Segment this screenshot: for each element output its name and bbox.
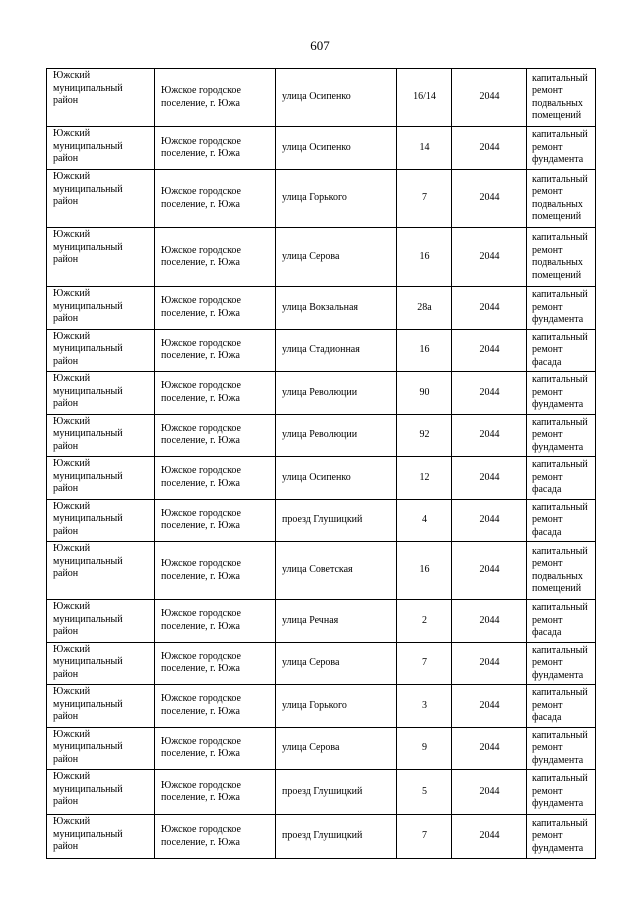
district-cell: Южский муниципальный район bbox=[47, 127, 155, 170]
district-cell: Южский муниципальный район bbox=[47, 727, 155, 770]
house-number-cell: 92 bbox=[397, 414, 452, 457]
work-type-cell: капитальный ремонт фасада bbox=[527, 457, 596, 500]
table-row bbox=[47, 170, 596, 228]
repair-schedule-table bbox=[46, 68, 596, 859]
house-number-cell: 16 bbox=[397, 228, 452, 287]
settlement-cell: Южское городское поселение, г. Южа bbox=[155, 127, 276, 170]
work-type-cell: капитальный ремонт фасада bbox=[527, 685, 596, 728]
district-cell: Южский муниципальный район bbox=[47, 69, 155, 127]
settlement-cell: Южское городское поселение, г. Южа bbox=[155, 600, 276, 643]
table-row bbox=[47, 228, 596, 287]
settlement-cell: Южское городское поселение, г. Южа bbox=[155, 642, 276, 685]
year-cell: 2044 bbox=[452, 127, 527, 170]
settlement-cell: Южское городское поселение, г. Южа bbox=[155, 228, 276, 287]
year-cell: 2044 bbox=[452, 642, 527, 685]
settlement-cell: Южское городское поселение, г. Южа bbox=[155, 414, 276, 457]
work-type-cell: капитальный ремонт фундамента bbox=[527, 642, 596, 685]
work-type-cell: капитальный ремонт фундамента bbox=[527, 770, 596, 815]
district-cell: Южский муниципальный район bbox=[47, 372, 155, 415]
year-cell: 2044 bbox=[452, 457, 527, 500]
table-row bbox=[47, 770, 596, 815]
year-cell: 2044 bbox=[452, 685, 527, 728]
district-cell: Южский муниципальный район bbox=[47, 542, 155, 600]
street-cell: улица Революции bbox=[276, 372, 397, 415]
work-type-cell: капитальный ремонт фундамента bbox=[527, 372, 596, 415]
district-cell: Южский муниципальный район bbox=[47, 329, 155, 372]
table-row bbox=[47, 727, 596, 770]
house-number-cell: 7 bbox=[397, 815, 452, 859]
table-row bbox=[47, 685, 596, 728]
settlement-cell: Южское городское поселение, г. Южа bbox=[155, 170, 276, 228]
house-number-cell: 9 bbox=[397, 727, 452, 770]
table-row bbox=[47, 815, 596, 859]
settlement-cell: Южское городское поселение, г. Южа bbox=[155, 727, 276, 770]
year-cell: 2044 bbox=[452, 287, 527, 330]
table-row bbox=[47, 69, 596, 127]
street-cell: улица Советская bbox=[276, 542, 397, 600]
house-number-cell: 28а bbox=[397, 287, 452, 330]
house-number-cell: 5 bbox=[397, 770, 452, 815]
street-cell: улица Горького bbox=[276, 685, 397, 728]
year-cell: 2044 bbox=[452, 727, 527, 770]
district-cell: Южский муниципальный район bbox=[47, 685, 155, 728]
street-cell: улица Революции bbox=[276, 414, 397, 457]
house-number-cell: 7 bbox=[397, 170, 452, 228]
settlement-cell: Южское городское поселение, г. Южа bbox=[155, 329, 276, 372]
settlement-cell: Южское городское поселение, г. Южа bbox=[155, 457, 276, 500]
house-number-cell: 4 bbox=[397, 499, 452, 542]
house-number-cell: 16 bbox=[397, 329, 452, 372]
district-cell: Южский муниципальный район bbox=[47, 170, 155, 228]
year-cell: 2044 bbox=[452, 600, 527, 643]
house-number-cell: 16/14 bbox=[397, 69, 452, 127]
table-row bbox=[47, 642, 596, 685]
work-type-cell: капитальный ремонт фасада bbox=[527, 600, 596, 643]
work-type-cell: капитальный ремонт подвальных помещений bbox=[527, 170, 596, 228]
settlement-cell: Южское городское поселение, г. Южа bbox=[155, 685, 276, 728]
street-cell: проезд Глушицкий bbox=[276, 815, 397, 859]
year-cell: 2044 bbox=[452, 329, 527, 372]
street-cell: улица Серова bbox=[276, 642, 397, 685]
year-cell: 2044 bbox=[452, 69, 527, 127]
district-cell: Южский муниципальный район bbox=[47, 414, 155, 457]
settlement-cell: Южское городское поселение, г. Южа bbox=[155, 287, 276, 330]
district-cell: Южский муниципальный район bbox=[47, 600, 155, 643]
settlement-cell: Южское городское поселение, г. Южа bbox=[155, 499, 276, 542]
year-cell: 2044 bbox=[452, 414, 527, 457]
table-row bbox=[47, 457, 596, 500]
work-type-cell: капитальный ремонт фундамента bbox=[527, 414, 596, 457]
work-type-cell: капитальный ремонт подвальных помещений bbox=[527, 542, 596, 600]
settlement-cell: Южское городское поселение, г. Южа bbox=[155, 815, 276, 859]
year-cell: 2044 bbox=[452, 170, 527, 228]
settlement-cell: Южское городское поселение, г. Южа bbox=[155, 770, 276, 815]
district-cell: Южский муниципальный район bbox=[47, 228, 155, 287]
settlement-cell: Южское городское поселение, г. Южа bbox=[155, 542, 276, 600]
table-row bbox=[47, 499, 596, 542]
table-row bbox=[47, 329, 596, 372]
district-cell: Южский муниципальный район bbox=[47, 770, 155, 815]
district-cell: Южский муниципальный район bbox=[47, 642, 155, 685]
table-row bbox=[47, 372, 596, 415]
work-type-cell: капитальный ремонт фундамента bbox=[527, 127, 596, 170]
house-number-cell: 3 bbox=[397, 685, 452, 728]
street-cell: проезд Глушицкий bbox=[276, 770, 397, 815]
work-type-cell: капитальный ремонт фасада bbox=[527, 329, 596, 372]
year-cell: 2044 bbox=[452, 228, 527, 287]
table-row bbox=[47, 127, 596, 170]
house-number-cell: 14 bbox=[397, 127, 452, 170]
house-number-cell: 16 bbox=[397, 542, 452, 600]
house-number-cell: 7 bbox=[397, 642, 452, 685]
page-number: 607 bbox=[310, 38, 330, 53]
settlement-cell: Южское городское поселение, г. Южа bbox=[155, 372, 276, 415]
house-number-cell: 2 bbox=[397, 600, 452, 643]
work-type-cell: капитальный ремонт фасада bbox=[527, 499, 596, 542]
work-type-cell: капитальный ремонт фундамента bbox=[527, 287, 596, 330]
street-cell: улица Вокзальная bbox=[276, 287, 397, 330]
district-cell: Южский муниципальный район bbox=[47, 815, 155, 859]
year-cell: 2044 bbox=[452, 499, 527, 542]
street-cell: улица Осипенко bbox=[276, 127, 397, 170]
work-type-cell: капитальный ремонт подвальных помещений bbox=[527, 69, 596, 127]
work-type-cell: капитальный ремонт фундамента bbox=[527, 815, 596, 859]
street-cell: улица Горького bbox=[276, 170, 397, 228]
work-type-cell: капитальный ремонт фундамента bbox=[527, 727, 596, 770]
street-cell: проезд Глушицкий bbox=[276, 499, 397, 542]
house-number-cell: 12 bbox=[397, 457, 452, 500]
table-row bbox=[47, 414, 596, 457]
house-number-cell: 90 bbox=[397, 372, 452, 415]
street-cell: улица Серова bbox=[276, 228, 397, 287]
street-cell: улица Стадионная bbox=[276, 329, 397, 372]
table-row bbox=[47, 542, 596, 600]
district-cell: Южский муниципальный район bbox=[47, 499, 155, 542]
table-row bbox=[47, 287, 596, 330]
settlement-cell: Южское городское поселение, г. Южа bbox=[155, 69, 276, 127]
table-row bbox=[47, 600, 596, 643]
street-cell: улица Осипенко bbox=[276, 457, 397, 500]
year-cell: 2044 bbox=[452, 372, 527, 415]
year-cell: 2044 bbox=[452, 815, 527, 859]
year-cell: 2044 bbox=[452, 542, 527, 600]
street-cell: улица Речная bbox=[276, 600, 397, 643]
district-cell: Южский муниципальный район bbox=[47, 287, 155, 330]
work-type-cell: капитальный ремонт подвальных помещений bbox=[527, 228, 596, 287]
street-cell: улица Серова bbox=[276, 727, 397, 770]
table-body bbox=[47, 69, 596, 859]
district-cell: Южский муниципальный район bbox=[47, 457, 155, 500]
street-cell: улица Осипенко bbox=[276, 69, 397, 127]
year-cell: 2044 bbox=[452, 770, 527, 815]
